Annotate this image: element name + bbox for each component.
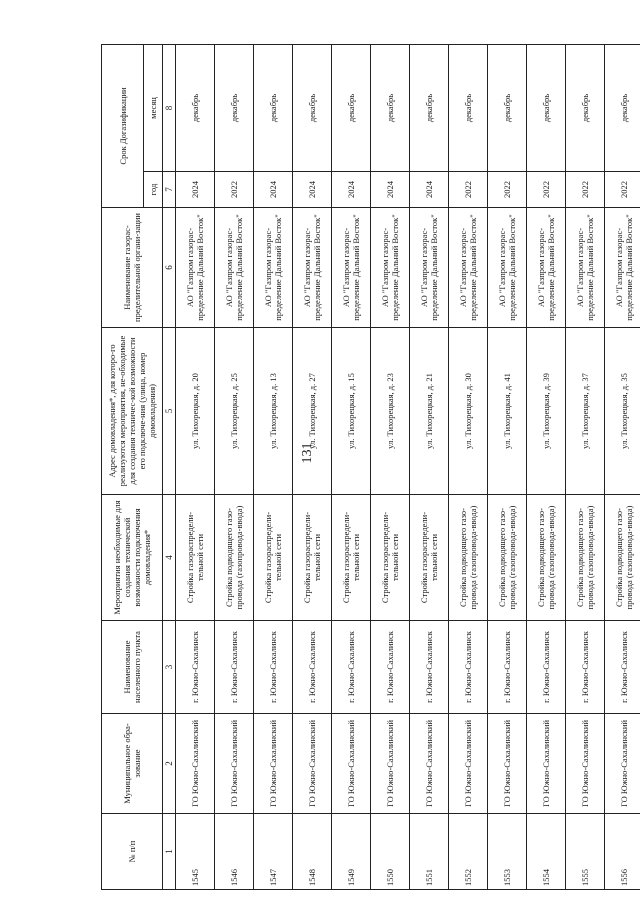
row-number: 1555	[566, 814, 605, 890]
municipality-cell: ГО Южно-Сахалинский	[449, 714, 488, 814]
organization-cell: АО "Газпром газорас-пределение Дальний Восток"	[332, 208, 371, 328]
municipality-cell: ГО Южно-Сахалинский	[332, 714, 371, 814]
table-row	[605, 45, 640, 890]
month-cell: декабрь	[410, 45, 449, 172]
measure-cell: Стройка газораспредели-тельной сети	[410, 495, 449, 621]
table-row	[371, 45, 410, 890]
table-row	[449, 45, 488, 890]
header-year: год	[144, 172, 163, 208]
organization-cell: АО "Газпром газорас-пределение Дальний Восток"	[371, 208, 410, 328]
year-cell: 2024	[176, 172, 215, 208]
column-number: 1	[163, 814, 176, 890]
row-number: 1552	[449, 814, 488, 890]
settlement-cell: г. Южно-Сахалинск	[254, 621, 293, 714]
address-cell: ул. Тихорецкая, д. 41	[488, 328, 527, 495]
measure-cell: Стройка подводящего газо-провода (газопровода-ввода)	[215, 495, 254, 621]
table-row	[527, 45, 566, 890]
month-cell: декабрь	[449, 45, 488, 172]
table-row	[215, 45, 254, 890]
year-cell: 2024	[254, 172, 293, 208]
settlement-cell: г. Южно-Сахалинск	[527, 621, 566, 714]
address-cell: ул. Тихорецкая, д. 20	[176, 328, 215, 495]
row-number: 1556	[605, 814, 640, 890]
organization-cell: АО "Газпром газорас-пределение Дальний Восток"	[527, 208, 566, 328]
header-address: Адрес домовладения*, для которо-го реализуются мероприятия, не-обходимые для создания техничес-кой возможности его подключе-ния (улица, номер домовладения)	[102, 328, 163, 495]
address-cell: ул. Тихорецкая, д. 27	[293, 328, 332, 495]
table-row	[566, 45, 605, 890]
header-organization: Наименование газорас-пределительной органи-зации	[102, 208, 163, 328]
address-cell: ул. Тихорецкая, д. 15	[332, 328, 371, 495]
column-number-row	[163, 45, 176, 890]
year-cell: 2022	[527, 172, 566, 208]
year-cell: 2024	[410, 172, 449, 208]
measure-cell: Стройка подводящего газо-провода (газопровода-ввода)	[449, 495, 488, 621]
address-cell: ул. Тихорецкая, д. 30	[449, 328, 488, 495]
rotated-table-container	[101, 45, 640, 890]
year-cell: 2022	[605, 172, 640, 208]
organization-cell: АО "Газпром газорас-пределение Дальний Восток"	[176, 208, 215, 328]
table-row	[410, 45, 449, 890]
year-cell: 2022	[488, 172, 527, 208]
address-cell: ул. Тихорецкая, д. 39	[527, 328, 566, 495]
municipality-cell: ГО Южно-Сахалинский	[371, 714, 410, 814]
measure-cell: Стройка подводящего газо-провода (газопровода-ввода)	[488, 495, 527, 621]
row-number: 1547	[254, 814, 293, 890]
organization-cell: АО "Газпром газорас-пределение Дальний Восток"	[449, 208, 488, 328]
address-cell: ул. Тихорецкая, д. 23	[371, 328, 410, 495]
measure-cell: Стройка газораспредели-тельной сети	[332, 495, 371, 621]
settlement-cell: г. Южно-Сахалинск	[566, 621, 605, 714]
organization-cell: АО "Газпром газорас-пределение Дальний Восток"	[215, 208, 254, 328]
month-cell: декабрь	[605, 45, 640, 172]
gasification-table	[101, 44, 640, 890]
municipality-cell: ГО Южно-Сахалинский	[176, 714, 215, 814]
table-row	[293, 45, 332, 890]
column-number: 7	[163, 172, 176, 208]
organization-cell: АО "Газпром газорас-пределение Дальний Восток"	[566, 208, 605, 328]
month-cell: декабрь	[488, 45, 527, 172]
header-measures: Мероприятия необходимые для создания технической возможности подключения домовладения*	[102, 495, 163, 621]
column-number: 8	[163, 45, 176, 172]
table-row	[254, 45, 293, 890]
municipality-cell: ГО Южно-Сахалинский	[254, 714, 293, 814]
settlement-cell: г. Южно-Сахалинск	[410, 621, 449, 714]
measure-cell: Стройка газораспредели-тельной сети	[254, 495, 293, 621]
header-row	[102, 45, 144, 890]
address-cell: ул. Тихорецкая, д. 21	[410, 328, 449, 495]
organization-cell: АО "Газпром газорас-пределение Дальний Восток"	[293, 208, 332, 328]
settlement-cell: г. Южно-Сахалинск	[449, 621, 488, 714]
header-municipality: Муниципальное обра-зование	[102, 714, 163, 814]
month-cell: декабрь	[527, 45, 566, 172]
year-cell: 2024	[332, 172, 371, 208]
row-number: 1546	[215, 814, 254, 890]
column-number: 2	[163, 714, 176, 814]
measure-cell: Стройка подводящего газо-провода (газопровода-ввода)	[566, 495, 605, 621]
settlement-cell: г. Южно-Сахалинск	[176, 621, 215, 714]
measure-cell: Стройка подводящего газо-провода (газопровода-ввода)	[605, 495, 640, 621]
year-cell: 2024	[293, 172, 332, 208]
address-cell: ул. Тихорецкая, д. 37	[566, 328, 605, 495]
municipality-cell: ГО Южно-Сахалинский	[293, 714, 332, 814]
column-number: 6	[163, 208, 176, 328]
settlement-cell: г. Южно-Сахалинск	[605, 621, 640, 714]
column-number: 3	[163, 621, 176, 714]
month-cell: декабрь	[332, 45, 371, 172]
municipality-cell: ГО Южно-Сахалинский	[215, 714, 254, 814]
month-cell: декабрь	[254, 45, 293, 172]
header-number: № п/п	[102, 814, 163, 890]
measure-cell: Стройка газораспредели-тельной сети	[293, 495, 332, 621]
settlement-cell: г. Южно-Сахалинск	[332, 621, 371, 714]
settlement-cell: г. Южно-Сахалинск	[215, 621, 254, 714]
organization-cell: АО "Газпром газорас-пределение Дальний Восток"	[488, 208, 527, 328]
municipality-cell: ГО Южно-Сахалинский	[410, 714, 449, 814]
month-cell: декабрь	[566, 45, 605, 172]
municipality-cell: ГО Южно-Сахалинский	[488, 714, 527, 814]
row-number: 1550	[371, 814, 410, 890]
year-cell: 2022	[215, 172, 254, 208]
header-month: месяц	[144, 45, 163, 172]
column-number: 5	[163, 328, 176, 495]
row-number: 1553	[488, 814, 527, 890]
measure-cell: Стройка подводящего газо-провода (газопровода-ввода)	[527, 495, 566, 621]
row-number: 1551	[410, 814, 449, 890]
municipality-cell: ГО Южно-Сахалинский	[566, 714, 605, 814]
header-settlement: Наименование населенного пункта	[102, 621, 163, 714]
address-cell: ул. Тихорецкая, д. 35	[605, 328, 640, 495]
year-cell: 2022	[449, 172, 488, 208]
table-row	[176, 45, 215, 890]
settlement-cell: г. Южно-Сахалинск	[371, 621, 410, 714]
row-number: 1554	[527, 814, 566, 890]
municipality-cell: ГО Южно-Сахалинский	[527, 714, 566, 814]
address-cell: ул. Тихорецкая, д. 13	[254, 328, 293, 495]
measure-cell: Стройка газораспредели-тельной сети	[371, 495, 410, 621]
year-cell: 2024	[371, 172, 410, 208]
header-deadline: Срок Догазификации	[102, 45, 144, 208]
organization-cell: АО "Газпром газорас-пределение Дальний Восток"	[254, 208, 293, 328]
column-number: 4	[163, 495, 176, 621]
table-row	[488, 45, 527, 890]
municipality-cell: ГО Южно-Сахалинский	[605, 714, 640, 814]
year-cell: 2022	[566, 172, 605, 208]
organization-cell: АО "Газпром газорас-пределение Дальний Восток"	[410, 208, 449, 328]
organization-cell: АО "Газпром газорас-пределение Дальний Восток"	[605, 208, 640, 328]
measure-cell: Стройка газораспредели-тельной сети	[176, 495, 215, 621]
row-number: 1548	[293, 814, 332, 890]
month-cell: декабрь	[371, 45, 410, 172]
page-number: 131	[300, 442, 315, 464]
settlement-cell: г. Южно-Сахалинск	[293, 621, 332, 714]
month-cell: декабрь	[293, 45, 332, 172]
address-cell: ул. Тихорецкая, д. 25	[215, 328, 254, 495]
row-number: 1549	[332, 814, 371, 890]
month-cell: декабрь	[176, 45, 215, 172]
settlement-cell: г. Южно-Сахалинск	[488, 621, 527, 714]
table-row	[332, 45, 371, 890]
row-number: 1545	[176, 814, 215, 890]
month-cell: декабрь	[215, 45, 254, 172]
